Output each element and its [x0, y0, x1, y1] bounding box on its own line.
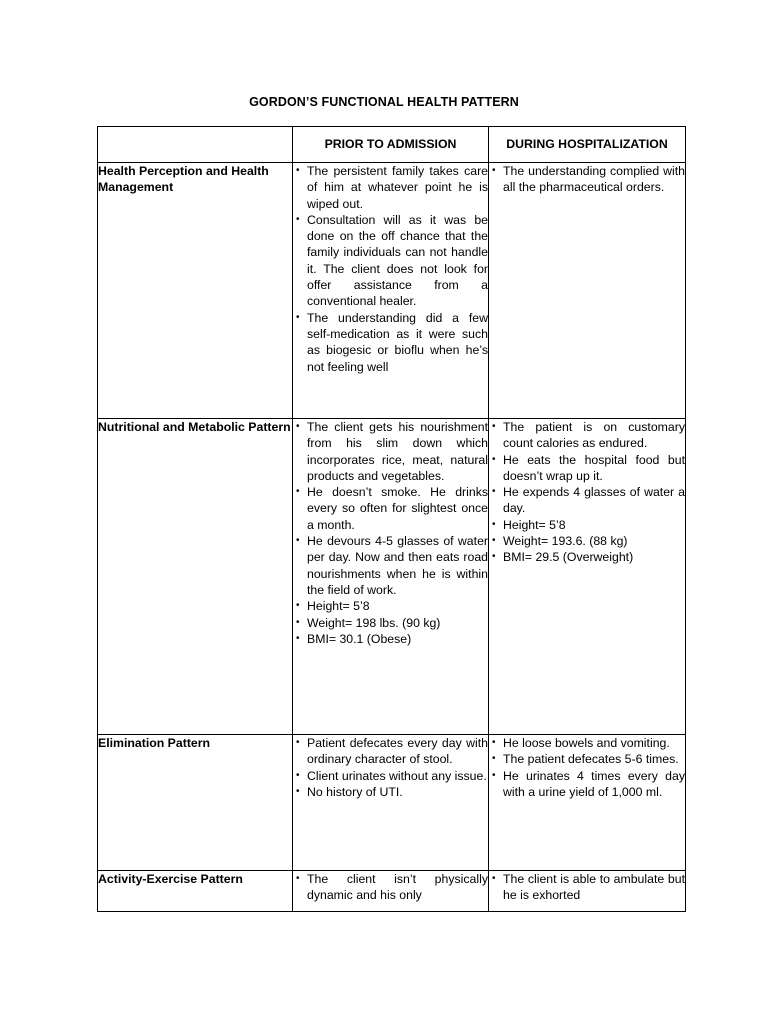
header-empty [98, 127, 293, 163]
health-pattern-table [97, 126, 686, 912]
list-item: • BMI= 29.5 (Overweight) [489, 549, 685, 565]
prior-cell [293, 871, 489, 912]
list-item: • He doesn’t smoke. He drinks every so often for slightest once a month. [293, 484, 488, 533]
during-cell [489, 735, 686, 871]
during-cell [489, 163, 686, 419]
header-during-hospitalization: DURING HOSPITALIZATION [489, 127, 686, 163]
list-item: • He devours 4-5 glasses of water per day. Now and then eats road nourishments when he is within the field of work. [293, 533, 488, 598]
list-item: • Height= 5’8 [489, 517, 685, 533]
during-cell [489, 419, 686, 735]
list-item: • Weight= 198 lbs. (90 kg) [293, 615, 488, 631]
list-item: • The understanding complied with all the pharmaceutical orders. [489, 163, 685, 196]
table-header-row [98, 127, 686, 163]
list-item: • The client is able to ambulate but he is exhorted [489, 871, 685, 904]
list-item: • He loose bowels and vomiting. [489, 735, 685, 751]
list-item: • The client isn’t physically dynamic and his only [293, 871, 488, 904]
row-category: Health Perception and Health Management [98, 163, 293, 419]
list-item: • He expends 4 glasses of water a day. [489, 484, 685, 517]
list-item: • Patient defecates every day with ordinary character of stool. [293, 735, 488, 768]
list-item: • BMI= 30.1 (Obese) [293, 631, 488, 647]
document-title: GORDON’S FUNCTIONAL HEALTH PATTERN [249, 95, 519, 109]
prior-cell [293, 419, 489, 735]
list-item: • Consultation will as it was be done on the off chance that the family individuals can not handle it. The client does not look for offer assistance from a conventional healer. [293, 212, 488, 310]
prior-cell [293, 163, 489, 419]
list-item: • The persistent family takes care of him at whatever point he is wiped out. [293, 163, 488, 212]
row-category: Nutritional and Metabolic Pattern [98, 419, 293, 735]
list-item: • He eats the hospital food but doesn’t wrap up it. [489, 452, 685, 485]
table-row [98, 735, 686, 871]
during-cell [489, 871, 686, 912]
list-item: • The understanding did a few self-medication as it were such as biogesic or bioflu when he’s not feeling well [293, 310, 488, 375]
list-item: • The client gets his nourishment from his slim down which incorporates rice, meat, natural products and vegetables. [293, 419, 488, 484]
list-item: • Height= 5’8 [293, 598, 488, 614]
table-row [98, 871, 686, 912]
row-category: Elimination Pattern [98, 735, 293, 871]
table-row [98, 163, 686, 419]
list-item: • No history of UTI. [293, 784, 488, 800]
list-item: • He urinates 4 times every day with a urine yield of 1,000 ml. [489, 768, 685, 801]
table-row [98, 419, 686, 735]
list-item: • Client urinates without any issue. [293, 768, 488, 784]
row-category: Activity-Exercise Pattern [98, 871, 293, 912]
header-prior-to-admission: PRIOR TO ADMISSION [293, 127, 489, 163]
list-item: • The patient is on customary count calories as endured. [489, 419, 685, 452]
prior-cell [293, 735, 489, 871]
list-item: • Weight= 193.6. (88 kg) [489, 533, 685, 549]
list-item: • The patient defecates 5-6 times. [489, 751, 685, 767]
